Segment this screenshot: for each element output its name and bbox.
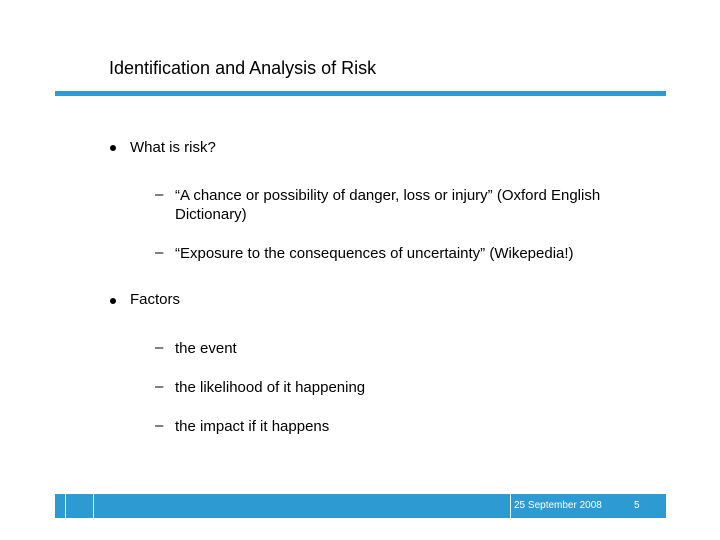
footer-divider (510, 494, 511, 518)
footer-divider (65, 494, 66, 518)
bullet-dot (110, 298, 116, 304)
subitem-likelihood: the likelihood of it happening (175, 379, 366, 396)
footer-date: 25 September 2008 (514, 500, 602, 511)
slide-title: Identification and Analysis of Risk (109, 58, 377, 78)
footer-divider (93, 494, 94, 518)
footer-bar (55, 494, 666, 518)
subitem-the-event: the event (175, 340, 237, 357)
dash-marker: – (155, 186, 164, 203)
bullet-dot (110, 145, 116, 151)
bullet-what-is-risk: What is risk? (130, 139, 216, 156)
dash-marker: – (155, 244, 164, 261)
dash-marker: – (155, 339, 164, 356)
page-number: 5 (634, 500, 640, 511)
dash-marker: – (155, 417, 164, 434)
bullet-factors: Factors (130, 291, 181, 308)
subitem-wikipedia-definition: “Exposure to the consequences of uncertainty” (Wikepedia!) (175, 245, 574, 262)
subitem-impact: the impact if it happens (175, 418, 330, 435)
title-underline-bar (55, 91, 666, 96)
dash-marker: – (155, 378, 164, 395)
subitem-oxford-definition: “A chance or possibility of danger, loss or injury” (Oxford English Dictionary) (175, 187, 601, 223)
